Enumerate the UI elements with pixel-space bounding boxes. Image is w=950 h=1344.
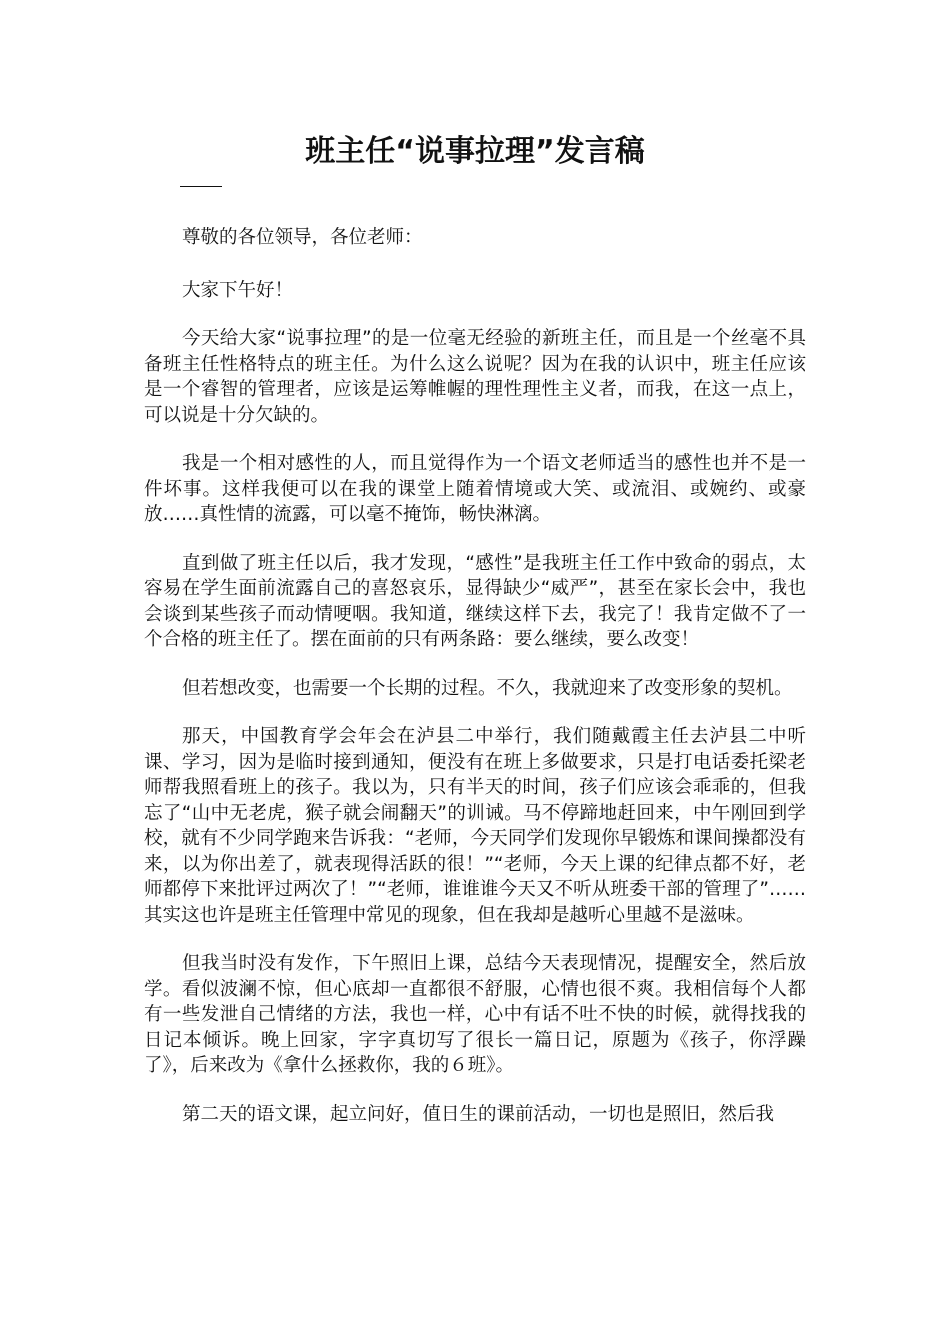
document-body bbox=[144, 225, 806, 1150]
document-title: 班主任“说事拉理”发言稿 bbox=[305, 134, 645, 169]
paragraph: 第二天的语文课，起立问好，值日生的课前活动，一切也是照旧，然后我 bbox=[182, 1103, 775, 1125]
paragraph: 但若想改变，也需要一个长期的过程。不久，我就迎来了改变形象的契机。 bbox=[182, 677, 793, 699]
salutation: 尊敬的各位领导，各位老师： bbox=[182, 227, 423, 248]
paragraph: 直到做了班主任以后，我才发现，“感性”是我班主任工作中致命的弱点，太容易在学生面前流露自己的喜怒哀乐，显得缺少“威严”，甚至在家长会中，我也会谈到某些孩子而动情哽咽。我知道，继续这样下去，我完了！我肯定做不了一个合格的班主任了。摆在面前的只有两条路：要么继续，要么改变！ bbox=[144, 552, 806, 650]
paragraph: 我是一个相对感性的人，而且觉得作为一个语文老师适当的感性也并不是一件坏事。这样我便可以在我的课堂上随着情境或大笑、或流泪、或婉约、或豪放……真性情的流露，可以毫不掩饰，畅快淋漓。 bbox=[144, 453, 806, 525]
paragraph: 今天给大家“说事拉理”的是一位毫无经验的新班主任，而且是一个丝毫不具备班主任性格特点的班主任。为什么这么说呢？因为在我的认识中，班主任应该是一个睿智的管理者，应该是运筹帷幄的理性理性主义者，而我，在这一点上，可以说是十分欠缺的。 bbox=[144, 328, 806, 426]
paragraph: 但我当时没有发作，下午照旧上课，总结今天表现情况，提醒安全，然后放学。看似波澜不惊，但心底却一直都很不舒服，心情也很不爽。我相信每个人都有一些发泄自己情绪的方法，我也一样，心中有话不吐不快的时候，就得找我的日记本倾诉。晚上回家，字字真切写了很长一篇日记，原题为《孩子，你浮躁了》，后来改为《拿什么拯救你，我的６班》。 bbox=[144, 953, 806, 1076]
paragraph: 那天，中国教育学会年会在泸县二中举行，我们随戴霞主任去泸县二中听课、学习，因为是临时接到通知，便没有在班上多做要求，只是打电话委托梁老师帮我照看班上的孩子。我以为，只有半天的时间，孩子们应该会乖乖的，但我忘了“山中无老虎，猴子就会闹翻天”的训诫。马不停蹄地赶回来，中午刚回到学校，就有不少同学跑来告诉我：“老师，今天同学们发现你早锻炼和课间操都没有来，以为你出差了，就表现得活跃的很！”“老师，今天上课的纪律点都不好，老师都停下来批评过两次了！”“老师，谁谁谁今天又不听从班委干部的管理了”……其实这也许是班主任管理中常见的现象，但在我却是越听心里越不是滋味。 bbox=[144, 726, 806, 926]
greeting: 大家下午好！ bbox=[182, 279, 294, 301]
subtitle-dash-text bbox=[180, 172, 212, 194]
